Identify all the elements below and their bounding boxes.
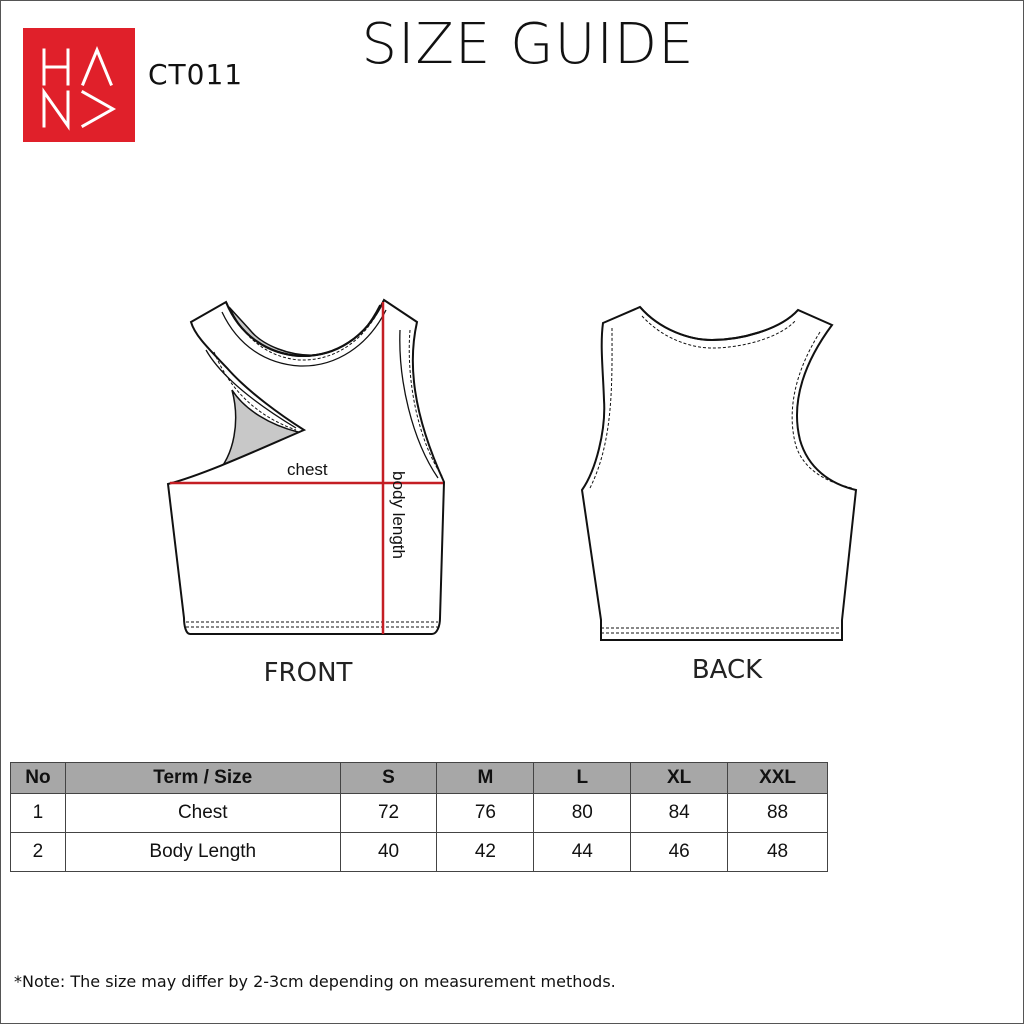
table-cell: 84 <box>631 794 728 833</box>
front-view-label: FRONT <box>263 658 353 688</box>
table-row <box>11 833 828 872</box>
header-cell: XXL <box>728 763 828 794</box>
table-cell: 48 <box>728 833 828 872</box>
table-cell: 2 <box>11 833 66 872</box>
table-cell: Body Length <box>65 833 340 872</box>
size-table <box>10 762 828 872</box>
table-cell: 88 <box>728 794 828 833</box>
measurement-note: *Note: The size may differ by 2-3cm depending on measurement methods. <box>14 972 616 991</box>
header-cell: XL <box>631 763 728 794</box>
product-code: CT011 <box>148 58 244 91</box>
header-cell: Term / Size <box>65 763 340 794</box>
header-cell: M <box>437 763 534 794</box>
table-cell: 42 <box>437 833 534 872</box>
table-cell: 76 <box>437 794 534 833</box>
table-cell: 44 <box>534 833 631 872</box>
table-row <box>11 794 828 833</box>
header-cell: L <box>534 763 631 794</box>
page-title: SIZE GUIDE <box>361 12 695 77</box>
table-cell: 72 <box>340 794 437 833</box>
table-cell: 80 <box>534 794 631 833</box>
back-garment <box>582 307 856 640</box>
chest-measure-label: chest <box>287 460 328 479</box>
table-cell: 1 <box>11 794 66 833</box>
header-cell: No <box>11 763 66 794</box>
table-cell: 46 <box>631 833 728 872</box>
back-view-label: BACK <box>691 655 763 685</box>
table-header-row <box>11 763 828 794</box>
header-cell: S <box>340 763 437 794</box>
table-cell: 40 <box>340 833 437 872</box>
body-length-measure-label: body length <box>389 471 408 559</box>
table-cell: Chest <box>65 794 340 833</box>
